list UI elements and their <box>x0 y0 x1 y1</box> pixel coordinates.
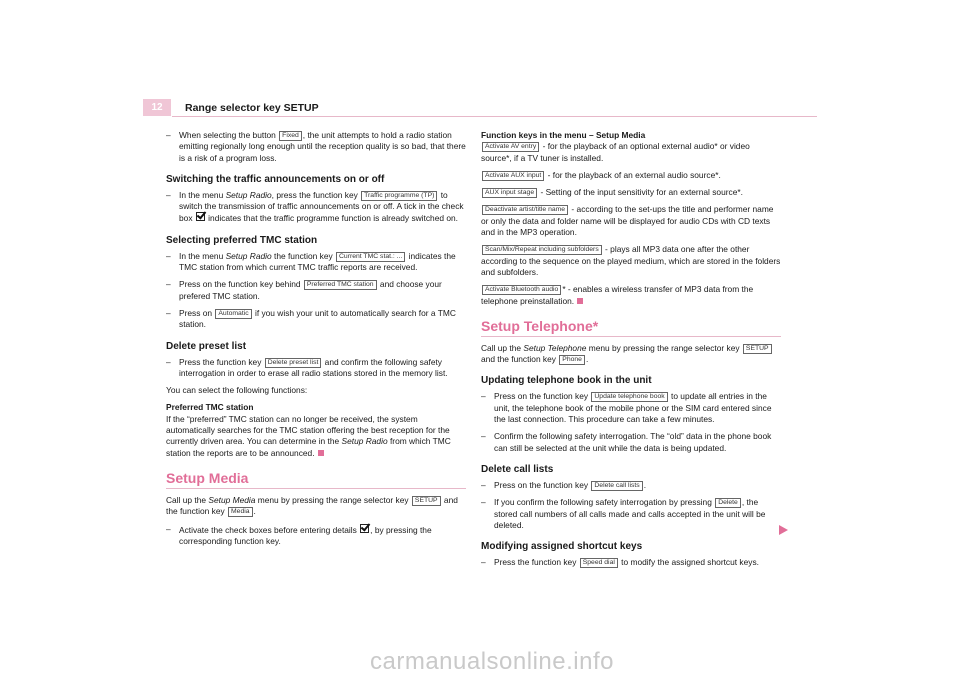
list-item: – Activate the check boxes before entering details , by pressing the corresponding function key. <box>166 523 432 546</box>
function-key-label: Activate Bluetooth audio <box>482 285 561 295</box>
automatic-key: Automatic <box>215 309 251 319</box>
delete-preset-key: Delete preset list <box>265 358 322 368</box>
section-divider <box>166 488 466 489</box>
section-heading-shortcut: Modifying assigned shortcut keys <box>481 541 643 553</box>
section-title-media: Setup Media <box>166 469 249 486</box>
list-item: – Press on the function key behind Preferred TMC station and choose your prefered TMC station. <box>166 279 442 301</box>
speed-dial-key: Speed dial <box>580 558 618 568</box>
phone-key: Phone <box>559 355 585 365</box>
current-tmc-key: Current TMC stat.: ... <box>336 252 405 262</box>
header-divider <box>172 116 817 117</box>
list-item: – Press on the function key Update telephone book to update all entries in the unit, the telephone book of the mobile phone or the SIM card entered since the last connection. This procedure can take a few minutes. <box>481 391 772 425</box>
left-column <box>166 130 466 553</box>
end-mark-icon <box>577 298 583 304</box>
page-number: 12 <box>143 99 171 116</box>
function-key-item: Activate AV entry - for the playback of an optional external audio* or video source*, if a TV tuner is installed. <box>481 141 750 163</box>
list-item: – Press on Automatic if you wish your unit to automatically search for a TMC station. <box>166 307 456 330</box>
checkbox-icon <box>196 212 205 221</box>
function-key-label: Scan/Mix/Repeat including subfolders <box>482 245 602 255</box>
function-key-item: Deactivate artist/title name - according to the set-ups the title and performer name or only the data and folder name will be displayed for audio CDs with CD texts and in the MP3 operation. <box>481 204 774 238</box>
list-item: – If you confirm the following safety interrogation by pressing Delete , the stored call numbers of all calls made and calls accepted in the unit will be deleted. <box>481 497 766 530</box>
list-item: – In the menu Setup Radio the function key Current TMC stat.: ... indicates the TMC station from which current TMC traffic reports are received. <box>166 250 456 273</box>
function-key-label: Activate AV entry <box>482 142 539 152</box>
function-keys-heading: Function keys in the menu – Setup Media <box>481 130 646 140</box>
media-intro: Call up the Setup Media menu by pressing the range selector key SETUP and the function key Media . <box>166 494 458 517</box>
delete-call-lists-key: Delete call lists <box>591 481 642 491</box>
running-header: Range selector key SETUP <box>185 102 319 114</box>
update-phonebook-key: Update telephone book <box>591 392 667 402</box>
section-title-telephone: Setup Telephone* <box>481 317 599 334</box>
end-mark-icon <box>318 450 324 456</box>
function-key-item: Activate Bluetooth audio * - enables a wireless transfer of MP3 data from the telephone preinstallation. <box>481 284 754 306</box>
media-key: Media <box>228 507 253 517</box>
traffic-programme-key: Traffic programme (TP) <box>361 191 437 201</box>
function-key-item: AUX input stage - Setting of the input sensitivity for an external source*. <box>481 187 781 198</box>
section-heading-update: Updating telephone book in the unit <box>481 375 652 387</box>
list-item: – Press the function key Delete preset list and confirm the following safety interrogation in order to erase all radio stations stored in the memory list. <box>166 356 448 378</box>
setup-key: SETUP <box>743 344 772 354</box>
section-heading-delete: Delete preset list <box>166 340 247 352</box>
setup-key: SETUP <box>412 496 441 506</box>
telephone-intro: Call up the Setup Telephone menu by pressing the range selector key SETUP and the function key Phone . <box>481 343 781 366</box>
delete-key: Delete <box>715 498 741 508</box>
section-heading-traffic: Switching the traffic announcements on or off <box>166 173 385 185</box>
function-key-label: Activate AUX input <box>482 171 544 181</box>
preferred-tmc-text: If the “preferred” TMC station can no longer be received, the system automatically searches for the TMC station offering the best reception for the currently driven area. You can determine in the Setup Radio from which TMC station the reports are to be announced. <box>166 413 451 458</box>
function-key-label: Deactivate artist/title name <box>482 205 568 215</box>
functions-intro: You can select the following functions: <box>166 385 308 396</box>
function-key-item: Scan/Mix/Repeat including subfolders - plays all MP3 data one after the other according to the sequence on the played medium, which are stored in the folders and subfolders. <box>481 244 781 277</box>
section-heading-tmc: Selecting preferred TMC station <box>166 234 318 246</box>
function-key-item: Activate AUX input - for the playback of an external audio source*. <box>481 170 781 181</box>
list-item: – Press the function key Speed dial to modify the assigned shortcut keys. <box>481 557 759 568</box>
list-item: – In the menu Setup Radio, press the function key Traffic programme (TP) to switch the transmission of traffic announcements on or off. A tick in the check box indicates that the traffic programme function is already switched on. <box>166 189 464 224</box>
right-column <box>481 130 781 574</box>
checkbox-icon <box>360 524 369 533</box>
continue-arrow-icon <box>779 525 788 535</box>
list-item: – Press on the function key Delete call lists . <box>481 479 647 490</box>
preferred-tmc-title: Preferred TMC station <box>166 402 254 413</box>
list-item: – Confirm the following safety interrogation. The “old” data in the phone book can still be selected at the unit while the data is being updated. <box>481 431 772 453</box>
function-keys-list <box>481 141 781 307</box>
section-heading-calls: Delete call lists <box>481 463 554 475</box>
list-item: – When selecting the button Fixed , the unit attempts to hold a radio station emitting regionally long enough until the reception quality is so bad, that there is a risk of a program loss. <box>166 130 466 163</box>
preferred-tmc-key: Preferred TMC station <box>304 280 377 290</box>
function-key-label: AUX input stage <box>482 188 537 198</box>
fixed-key: Fixed <box>279 131 302 141</box>
section-divider <box>481 336 781 337</box>
watermark: carmanualsonline.info <box>370 648 614 675</box>
